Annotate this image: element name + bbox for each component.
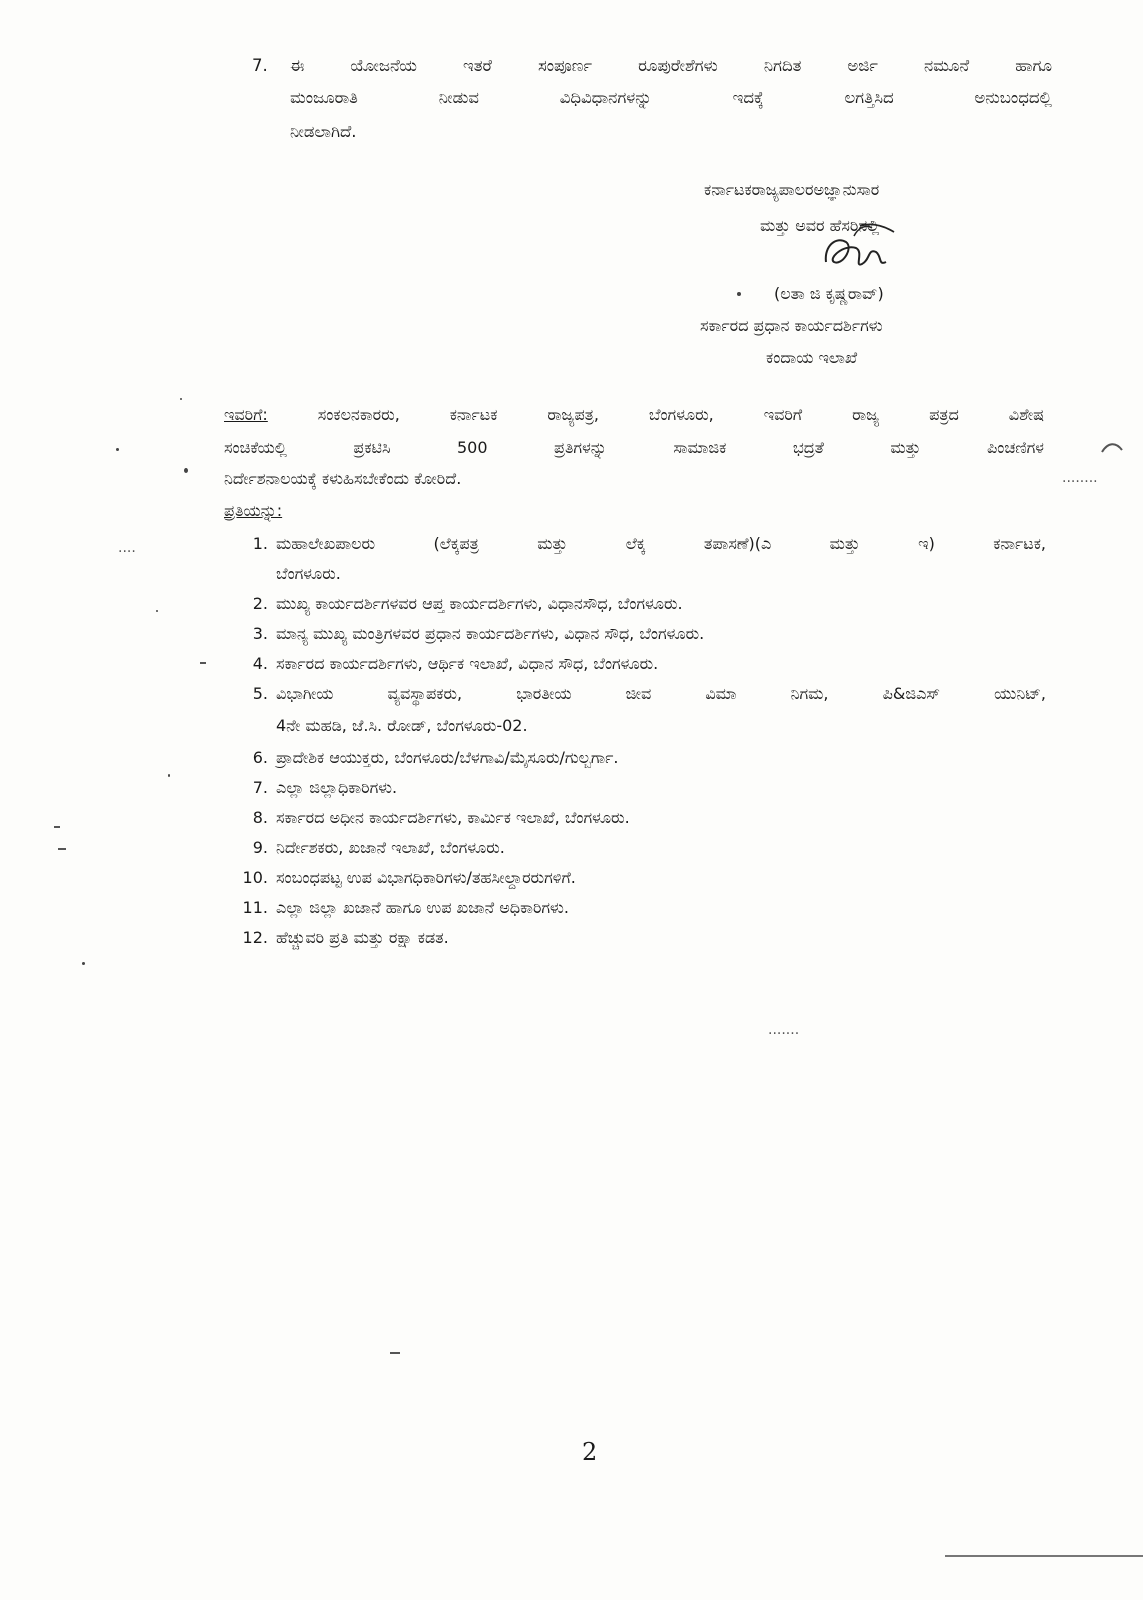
authority-line: ಕರ್ನಾಟಕರಾಜ್ಯಪಾಲರಅಜ್ಞಾನುಸಾರ: [704, 180, 880, 199]
list-item-text: ಮುಖ್ಯ ಕಾರ್ಯದರ್ಶಿಗಳವರ ಆಪ್ತ ಕಾರ್ಯದರ್ಶಿಗಳು, ವಿಧಾನಸೌಧ, ಬೆಂಗಳೂರು.: [276, 594, 683, 613]
list-item-text: ಹೆಚ್ಚುವರಿ ಪ್ರತಿ ಮತ್ತು ರಕ್ಷಾ ಕಡತ.: [276, 928, 449, 947]
paragraph-line: ಮಂಜೂರಾತಿ ನೀಡುವ ವಿಧಿವಿಧಾನಗಳನ್ನು ಇದಕ್ಕೆ ಲಗತ್ತಿಸಿದ ಅನುಬಂಧದಲ್ಲಿ: [290, 88, 1052, 107]
list-item-number: 1.: [252, 534, 268, 553]
paragraph-line: ಈ ಯೋಜನೆಯ ಇತರೆ ಸಂಪೂರ್ಣ ರೂಪುರೇಶೆಗಳು ನಿಗದಿತ ಅರ್ಜಿ ನಮೂನೆ ಹಾಗೂ: [290, 56, 1052, 75]
list-item-text: ಮಹಾಲೇಖಪಾಲರು (ಲೆಕ್ಕಪತ್ರ ಮತ್ತು ಲೆಕ್ಕ ತಪಾಸಣೆ)(ಎ ಮತ್ತು ಇ) ಕರ್ನಾಟಕ,: [276, 534, 1046, 553]
list-item-continuation: 4ನೇ ಮಹಡಿ, ಜೆ.ಸಿ. ರೋಡ್, ಬೆಂಗಳೂರು-02.: [276, 716, 528, 735]
scan-speck: [116, 448, 119, 451]
margin-dots: ........: [1062, 470, 1098, 486]
page-number: 2: [582, 1438, 598, 1466]
list-item-number: 11.: [242, 898, 268, 917]
list-item-number: 2.: [252, 594, 268, 613]
left-margin-dots: ....: [118, 540, 136, 556]
list-item-continuation: ಬೆಂಗಳೂರು.: [276, 564, 341, 583]
scan-mark: [200, 662, 206, 664]
list-item-text: ಸರ್ಕಾರದ ಕಾರ್ಯದರ್ಶಿಗಳು, ಆರ್ಥಿಕ ಇಲಾಖೆ, ವಿಧಾನ ಸೌಧ, ಬೆಂಗಳೂರು.: [276, 654, 659, 673]
addressed-to-text: ಸಂಕಲನಕಾರರು, ಕರ್ನಾಟಕ ರಾಜ್ಯಪತ್ರ, ಬೆಂಗಳೂರು, ಇವರಿಗೆ ರಾಜ್ಯ ಪತ್ರದ ವಿಶೇಷ: [317, 405, 1045, 424]
list-item-text: ಎಲ್ಲಾ ಜಿಲ್ಲಾ ಖಜಾನೆ ಹಾಗೂ ಉಪ ಖಜಾನೆ ಅಧಿಕಾರಿಗಳು.: [276, 898, 569, 917]
scan-edge-line: [945, 1555, 1143, 1557]
scan-speck: [82, 962, 85, 965]
list-item-text: ಸರ್ಕಾರದ ಅಧೀನ ಕಾರ್ಯದರ್ಶಿಗಳು, ಕಾರ್ಮಿಕ ಇಲಾಖೆ, ಬೆಂಗಳೂರು.: [276, 808, 630, 827]
signatory-name: (ಲತಾ ಜಿ ಕೃಷ್ಣರಾವ್): [774, 284, 884, 303]
paragraph-line: ನೀಡಲಾಗಿದೆ.: [290, 122, 357, 141]
list-item-text: ವಿಭಾಗೀಯ ವ್ಯವಸ್ಥಾಪಕರು, ಭಾರತೀಯ ಜೀವ ವಿಮಾ ನಿಗಮ, ಪಿ&ಜಿಎಸ್ ಯುನಿಟ್,: [276, 684, 1046, 703]
handwritten-signature: [820, 222, 900, 282]
list-item-number: 5.: [252, 684, 268, 703]
list-item-text: ಎಲ್ಲಾ ಜಿಲ್ಲಾಧಿಕಾರಿಗಳು.: [276, 778, 398, 797]
stray-dots: .......: [768, 1022, 800, 1038]
scan-speck: [184, 468, 188, 473]
signatory-designation: ಸರ್ಕಾರದ ಪ್ರಧಾನ ಕಾರ್ಯದರ್ಶಿಗಳು: [700, 316, 883, 335]
list-item-text: ನಿರ್ದೇಶಕರು, ಖಜಾನೆ ಇಲಾಖೆ, ಬೆಂಗಳೂರು.: [276, 838, 505, 857]
addressed-line-2: ಸಂಚಿಕೆಯಲ್ಲಿ ಪ್ರಕಟಿಸಿ 500 ಪ್ರತಿಗಳನ್ನು ಸಾಮಾಜಿಕ ಭದ್ರತೆ ಮತ್ತು ಪಿಂಚಣಿಗಳ: [224, 438, 1044, 457]
scan-speck: [156, 610, 158, 612]
list-item-number: 3.: [252, 624, 268, 643]
list-item-number: 4.: [252, 654, 268, 673]
scan-speck: [180, 398, 182, 400]
scan-speck: [168, 774, 170, 777]
scan-mark: [58, 848, 66, 850]
scan-mark: [54, 826, 60, 828]
addressed-to-label: ಇವರಿಗೆ:: [224, 405, 268, 424]
scan-mark: [1100, 440, 1126, 456]
addressed-line-3: ನಿರ್ದೇಶನಾಲಯಕ್ಕೆ ಕಳುಹಿಸಬೇಕೆಂದು ಕೋರಿದೆ.: [224, 469, 462, 488]
list-item-number: 9.: [252, 838, 268, 857]
list-item-text: ಪ್ರಾದೇಶಿಕ ಆಯುಕ್ತರು, ಬೆಂಗಳೂರು/ಬೆಳಗಾವಿ/ಮೈಸೂರು/ಗುಲ್ಬರ್ಗಾ.: [276, 748, 619, 767]
addressed-line-1: [224, 405, 1044, 425]
list-item-number: 7.: [252, 778, 268, 797]
list-item-number: 10.: [242, 868, 268, 887]
list-item-text: ಸಂಬಂಧಪಟ್ಟ ಉಪ ವಿಭಾಗಧಿಕಾರಿಗಳು/ತಹಸೀಲ್ದಾರರುಗಳಿಗೆ.: [276, 868, 576, 887]
signatory-department: ಕಂದಾಯ ಇಲಾಖೆ: [766, 348, 858, 367]
list-item-text: ಮಾನ್ಯ ಮುಖ್ಯ ಮಂತ್ರಿಗಳವರ ಪ್ರಧಾನ ಕಾರ್ಯದರ್ಶಿಗಳು, ವಿಧಾನ ಸೌಧ, ಬೆಂಗಳೂರು.: [276, 624, 705, 643]
copy-to-label: ಪ್ರತಿಯನ್ನು:: [224, 501, 283, 520]
scan-speck: [737, 292, 741, 296]
list-item-number: 6.: [252, 748, 268, 767]
list-item-number: 12.: [242, 928, 268, 947]
authority-line-2: ಮತ್ತು ಅವರ ಹೆಸರಿನಲ್ಲಿ: [760, 216, 880, 235]
scan-mark: [390, 1352, 400, 1354]
list-item-number: 8.: [252, 808, 268, 827]
paragraph-number: 7.: [252, 56, 268, 75]
